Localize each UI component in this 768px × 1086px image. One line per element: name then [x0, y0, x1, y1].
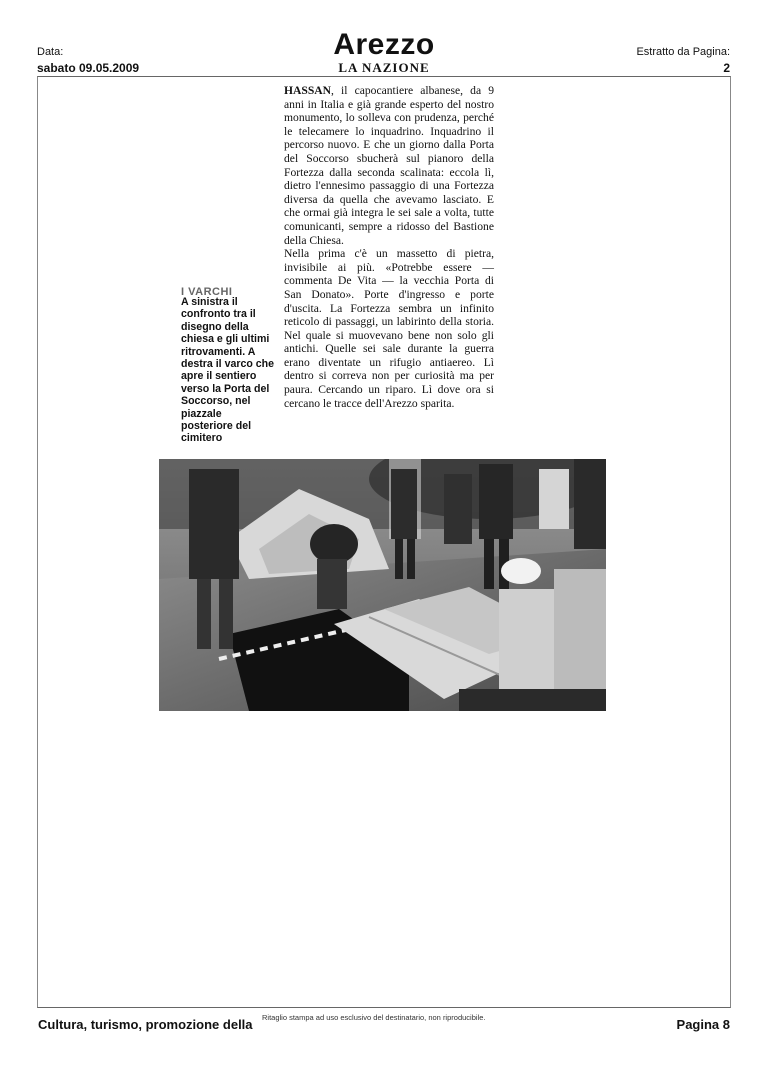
- caption-title: I VARCHI: [181, 286, 233, 298]
- article-paragraph-1: [284, 84, 494, 247]
- date-label: Data:: [37, 46, 64, 58]
- excavation-photo: [159, 459, 606, 711]
- masthead-title: Arezzo: [333, 28, 435, 61]
- article-body: [284, 84, 494, 410]
- caption-body: A sinistra il confronto tra il disegno della chiesa e gli ultimi ritrovamenti. A destra il varco che apre il sentiero verso la Porta del Soccorso, nel piazzale posteriore del cimitero: [181, 296, 275, 445]
- extract-label: Estratto da Pagina:: [636, 46, 730, 58]
- footer-page-number: Pagina 8: [676, 1017, 730, 1032]
- newspaper-name: LA NAZIONE: [338, 60, 430, 75]
- excavation-photo-illustration: [159, 459, 606, 711]
- footer-copyright-note: Ritaglio stampa ad uso esclusivo del destinatario, non riproducibile.: [262, 1013, 486, 1022]
- date-value: sabato 09.05.2009: [37, 61, 140, 75]
- article-lead-name: HASSAN: [284, 84, 332, 97]
- article-paragraph-1-text: , il capocantiere albanese, da 9 anni in Italia e già grande esperto del nostro monumento, lo solleva con prudenza, perché le telecamere lo inquadrino. Inquadrino il percorso nuovo. E che un giorno dalla Porta del Soccorso sbucherà sul pianoro della Fortezza dalla seconda scalinata: eccola lì, dietro l'ennesimo passaggio di una Fortezza diversa da quella che avevamo lasciato. E che ormai già integra le sei sale a volta, tutte comunicanti, sempre a ridosso del Bastione della Chiesa.: [284, 84, 494, 247]
- article-paragraph-2: Nella prima c'è un massetto di pietra, invisibile ai più. «Potrebbe essere — commenta De Vita — la vecchia Porta di San Donato». Porte d'ingresso e porte d'uscita. La Fortezza sembra un infinito reticolo di passaggi, un labirinto della storia. Nel quale si muovevano bene non solo gli antichi. Quelle sei sale durante la guerra erano diventate un rifugio antiaereo. Lì dentro si correva non per curiosità ma per paura. Cercando un riparo. Lì dove ora si cercano le tracce dell'Arezzo sparita.: [284, 247, 494, 410]
- extract-value: 2: [723, 61, 730, 75]
- footer-section: Cultura, turismo, promozione della: [38, 1017, 253, 1032]
